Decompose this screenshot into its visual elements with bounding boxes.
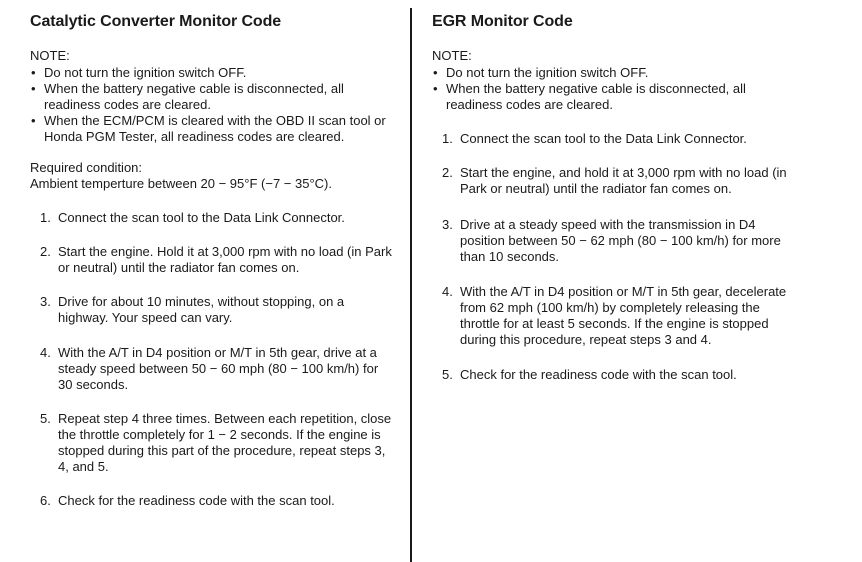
egr-monitor-section	[432, 0, 802, 383]
step-item	[30, 210, 392, 226]
step-item	[432, 284, 802, 348]
step-number: 4.	[40, 345, 51, 360]
note-item: • When the battery negative cable is disconnected, all readiness codes are cleared.	[30, 81, 392, 113]
step-number: 3.	[40, 294, 51, 309]
step-text: Drive at a steady speed with the transmission in D4 position between 50 − 62 mph (80 − 100 km/h) for more than 10 seconds.	[460, 217, 781, 264]
step-item	[30, 294, 392, 326]
step-list	[30, 210, 392, 509]
note-list	[432, 65, 802, 113]
note-label: NOTE:	[432, 48, 472, 63]
step-text: Drive for about 10 minutes, without stopping, on a highway. Your speed can vary.	[58, 294, 345, 325]
step-text: Check for the readiness code with the scan tool.	[460, 367, 737, 382]
step-item	[432, 165, 802, 197]
note-item: • Do not turn the ignition switch OFF.	[30, 65, 392, 81]
step-text: With the A/T in D4 position or M/T in 5th gear, decelerate from 62 mph (100 km/h) by completely releasing the throttle for at least 5 seconds. If the engine is stopped during this procedure, repeat steps 3 and 4.	[460, 284, 787, 347]
step-text: Start the engine, and hold it at 3,000 rpm with no load (in Park or neutral) until the radiator fan comes on.	[460, 165, 787, 196]
step-item	[432, 131, 802, 147]
step-number: 1.	[40, 210, 51, 225]
column-divider	[410, 8, 412, 562]
required-condition-text: Ambient temperture between 20 − 95°F (−7 − 35°C).	[30, 176, 332, 191]
step-text: Connect the scan tool to the Data Link Connector.	[58, 210, 345, 225]
step-text: Connect the scan tool to the Data Link Connector.	[460, 131, 747, 146]
step-number: 3.	[442, 217, 453, 232]
step-text: Check for the readiness code with the scan tool.	[58, 493, 335, 508]
step-item	[30, 411, 392, 475]
step-item	[30, 345, 392, 393]
catalytic-converter-section	[30, 0, 392, 509]
step-number: 5.	[442, 367, 453, 382]
step-number: 5.	[40, 411, 51, 426]
step-number: 2.	[442, 165, 453, 180]
note-item: • When the ECM/PCM is cleared with the OBD II scan tool or Honda PGM Tester, all readiness codes are cleared.	[30, 113, 392, 145]
note-item: • When the battery negative cable is disconnected, all readiness codes are cleared.	[432, 81, 802, 113]
section-title: EGR Monitor Code	[432, 13, 573, 30]
step-number: 2.	[40, 244, 51, 259]
required-condition-label: Required condition:	[30, 160, 143, 175]
step-text: Repeat step 4 three times. Between each repetition, close the throttle completely for 1 − 2 seconds. If the engine is stopped during this part of the procedure, repeat steps 3, 4, and 5.	[58, 411, 392, 474]
step-number: 1.	[442, 131, 453, 146]
note-item: • Do not turn the ignition switch OFF.	[432, 65, 802, 81]
step-text: Start the engine. Hold it at 3,000 rpm with no load (in Park or neutral) until the radiator fan comes on.	[58, 244, 392, 275]
section-title: Catalytic Converter Monitor Code	[30, 13, 282, 30]
step-item	[432, 217, 802, 265]
step-item	[30, 244, 392, 276]
step-number: 4.	[442, 284, 453, 299]
note-list	[30, 65, 392, 145]
step-text: With the A/T in D4 position or M/T in 5th gear, drive at a steady speed between 50 − 60 mph (80 − 100 km/h) for 30 seconds.	[58, 345, 379, 392]
step-list	[432, 131, 802, 383]
step-item	[432, 367, 802, 383]
step-item	[30, 493, 392, 509]
step-number: 6.	[40, 493, 51, 508]
note-label: NOTE:	[30, 48, 70, 63]
